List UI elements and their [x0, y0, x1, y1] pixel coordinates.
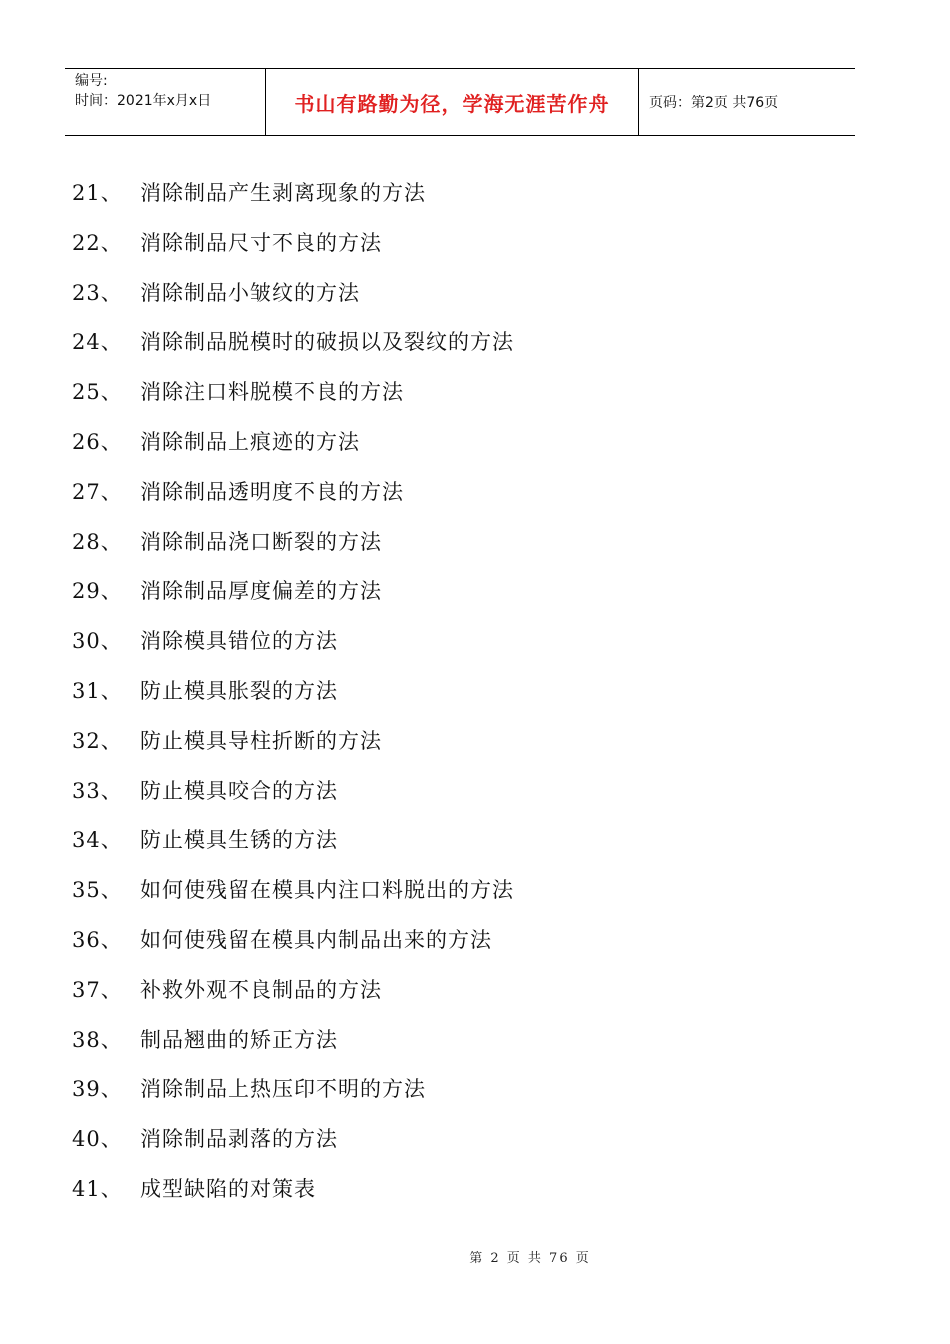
toc-item-text: 消除注口料脱模不良的方法	[140, 380, 404, 405]
toc-item-text: 防止模具生锈的方法	[140, 828, 338, 853]
toc-item-number: 41、	[72, 1176, 123, 1201]
toc-item-text: 如何使残留在模具内制品出来的方法	[140, 927, 492, 952]
toc-item-text: 消除制品剥落的方法	[140, 1127, 338, 1152]
toc-item	[0, 1116, 950, 1166]
toc-item-number: 28、	[72, 529, 123, 554]
table-of-contents	[0, 170, 950, 1216]
toc-item-number: 38、	[72, 1027, 123, 1052]
toc-item	[0, 718, 950, 768]
toc-item	[0, 768, 950, 818]
toc-item	[0, 1017, 950, 1067]
page-footer: 第 2 页 共 76 页	[469, 1251, 591, 1266]
toc-item-number: 39、	[72, 1077, 123, 1102]
toc-item-text: 成型缺陷的对策表	[140, 1176, 316, 1201]
toc-item-number: 26、	[72, 429, 123, 454]
toc-item-text: 消除制品尺寸不良的方法	[140, 230, 382, 255]
document-time-label: 时间：2021年x月x日	[75, 93, 212, 109]
toc-item	[0, 1066, 950, 1116]
toc-item-number: 22、	[72, 230, 123, 255]
toc-item	[0, 419, 950, 469]
toc-item	[0, 917, 950, 967]
toc-item-number: 31、	[72, 678, 123, 703]
toc-item-number: 29、	[72, 579, 123, 604]
toc-item-text: 消除制品上痕迹的方法	[140, 429, 360, 454]
toc-item	[0, 220, 950, 270]
toc-item-text: 消除制品浇口断裂的方法	[140, 529, 382, 554]
toc-item-number: 36、	[72, 927, 123, 952]
toc-item-number: 24、	[72, 330, 123, 355]
toc-item-number: 40、	[72, 1127, 123, 1152]
page-header	[65, 68, 855, 136]
toc-item	[0, 668, 950, 718]
toc-item-text: 消除制品产生剥离现象的方法	[140, 181, 426, 205]
toc-item	[0, 568, 950, 618]
toc-item-text: 如何使残留在模具内注口料脱出的方法	[140, 878, 514, 903]
toc-item-text: 消除制品上热压印不明的方法	[140, 1077, 426, 1102]
document-number-label: 编号:	[75, 73, 108, 89]
toc-item-text: 防止模具咬合的方法	[140, 778, 338, 803]
toc-item-number: 37、	[72, 977, 123, 1002]
toc-item	[0, 319, 950, 369]
toc-item-number: 23、	[72, 280, 123, 305]
header-motto: 书山有路勤为径，学海无涯苦作舟	[266, 69, 639, 135]
toc-item-number: 33、	[72, 778, 123, 803]
toc-item-text: 制品翘曲的矫正方法	[140, 1027, 338, 1052]
toc-item-text: 防止模具导柱折断的方法	[140, 728, 382, 753]
toc-item-number: 25、	[72, 380, 123, 405]
toc-item	[0, 967, 950, 1017]
toc-item	[0, 170, 950, 220]
toc-item-text: 防止模具胀裂的方法	[140, 678, 338, 703]
toc-item-number: 30、	[72, 629, 123, 654]
toc-item	[0, 369, 950, 419]
toc-item-text: 消除制品厚度偏差的方法	[140, 579, 382, 604]
toc-item-text: 消除制品小皱纹的方法	[140, 280, 360, 305]
toc-item-number: 27、	[72, 479, 123, 504]
toc-item	[0, 817, 950, 867]
toc-item-number: 34、	[72, 828, 123, 853]
header-meta-cell	[65, 69, 266, 135]
toc-item	[0, 270, 950, 320]
toc-item-text: 消除制品脱模时的破损以及裂纹的方法	[140, 330, 514, 355]
toc-item	[0, 1166, 950, 1216]
toc-item-text: 消除制品透明度不良的方法	[140, 479, 404, 504]
toc-item-number: 21、	[72, 181, 123, 205]
toc-item-text: 补救外观不良制品的方法	[140, 977, 382, 1002]
toc-item-text: 消除模具错位的方法	[140, 629, 338, 654]
toc-item-number: 32、	[72, 728, 123, 753]
header-page-info: 页码：第2页 共76页	[649, 95, 779, 111]
toc-item-number: 35、	[72, 878, 123, 903]
toc-item	[0, 519, 950, 569]
toc-item	[0, 618, 950, 668]
toc-item	[0, 867, 950, 917]
toc-item	[0, 469, 950, 519]
